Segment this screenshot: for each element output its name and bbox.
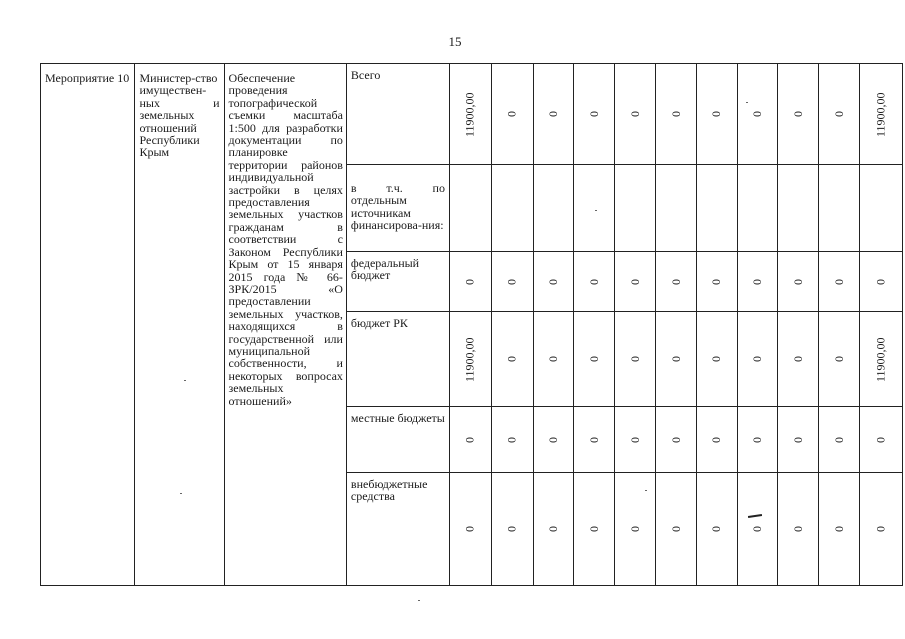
value-text: 0 — [791, 356, 806, 362]
value-text: 11900,00 — [873, 91, 888, 137]
value-text: 0 — [831, 278, 846, 285]
speck — [595, 210, 597, 211]
value-cell — [656, 165, 697, 252]
value-text: 0 — [831, 436, 846, 443]
value-cell — [737, 64, 778, 165]
value-cell — [696, 473, 737, 586]
value-cell — [615, 165, 656, 252]
value-cell — [615, 312, 656, 407]
value-cell — [737, 473, 778, 586]
funding-source-label: в т.ч. по отдельным источникам финансирова-ния: — [350, 181, 445, 233]
value-text: 0 — [873, 278, 888, 285]
value-text: 0 — [546, 436, 561, 443]
executor-text: Министер-ство имуществен-ных и земельных отношений Республики Крым — [139, 71, 220, 160]
value-cell — [737, 165, 778, 252]
value-cell — [491, 473, 533, 586]
value-cell — [533, 165, 574, 252]
value-cell — [615, 407, 656, 473]
value-cell — [859, 473, 902, 586]
value-cell — [737, 312, 778, 407]
financing-table — [40, 63, 903, 586]
speck — [184, 380, 186, 381]
value-cell — [656, 64, 697, 165]
value-text: 0 — [668, 356, 683, 362]
value-text: 0 — [750, 436, 765, 443]
value-cell — [615, 252, 656, 312]
value-cell — [819, 473, 860, 586]
value-cell — [819, 312, 860, 407]
value-cell — [778, 473, 819, 586]
value-cell — [615, 64, 656, 165]
value-cell — [696, 252, 737, 312]
value-cell — [778, 64, 819, 165]
funding-source-cell — [346, 64, 449, 165]
value-cell — [696, 64, 737, 165]
value-text: 0 — [463, 278, 478, 285]
value-cell — [656, 407, 697, 473]
activity-name: Мероприятие 10 — [45, 71, 130, 85]
value-text: 0 — [750, 278, 765, 285]
value-cell — [574, 64, 615, 165]
value-text: 0 — [873, 526, 888, 532]
value-cell — [696, 165, 737, 252]
value-cell — [491, 252, 533, 312]
table-body — [41, 64, 903, 586]
value-cell — [656, 252, 697, 312]
value-text: 0 — [546, 278, 561, 285]
value-cell — [696, 407, 737, 473]
value-text: 0 — [505, 278, 520, 285]
value-cell — [778, 165, 819, 252]
value-text: 0 — [709, 278, 724, 285]
value-cell — [737, 407, 778, 473]
value-cell — [491, 64, 533, 165]
value-cell — [656, 312, 697, 407]
value-cell — [491, 165, 533, 252]
value-text: 0 — [627, 356, 642, 362]
value-cell — [819, 407, 860, 473]
value-text: 0 — [791, 278, 806, 285]
value-text: 0 — [505, 436, 520, 443]
value-text: 0 — [505, 356, 520, 362]
value-text: 0 — [709, 436, 724, 443]
value-text: 0 — [587, 526, 602, 532]
value-text: 0 — [546, 111, 561, 117]
value-text: 0 — [831, 356, 846, 362]
value-text: 0 — [463, 526, 478, 532]
value-cell — [574, 407, 615, 473]
value-text: 0 — [750, 526, 765, 532]
value-cell — [574, 165, 615, 252]
value-text: 0 — [627, 526, 642, 532]
funding-source-label: федеральный бюджет — [350, 256, 420, 283]
value-text: 0 — [791, 436, 806, 443]
value-text: 0 — [463, 436, 478, 443]
funding-source-label: внебюджетные средства — [350, 477, 428, 504]
description-cell — [224, 64, 346, 586]
value-text: 0 — [831, 111, 846, 117]
value-cell — [859, 252, 902, 312]
value-text: 0 — [668, 278, 683, 285]
funding-source-cell — [346, 252, 449, 312]
value-cell — [449, 64, 491, 165]
value-text: 0 — [627, 436, 642, 443]
value-cell — [533, 312, 574, 407]
value-text: 0 — [627, 111, 642, 117]
value-cell — [491, 312, 533, 407]
value-cell — [533, 473, 574, 586]
value-text: 0 — [546, 356, 561, 362]
executor-cell — [135, 64, 224, 586]
value-cell — [449, 407, 491, 473]
value-text: 0 — [750, 356, 765, 362]
value-cell — [819, 252, 860, 312]
activity-name-cell — [41, 64, 135, 586]
funding-source-label: бюджет РК — [350, 316, 408, 330]
funding-source-cell — [346, 165, 449, 252]
value-cell — [574, 473, 615, 586]
value-text: 0 — [709, 111, 724, 117]
value-cell — [533, 407, 574, 473]
funding-source-cell — [346, 312, 449, 407]
funding-source-label: местные бюджеты — [350, 411, 445, 425]
value-cell — [656, 473, 697, 586]
value-cell — [449, 312, 491, 407]
value-cell — [778, 407, 819, 473]
value-cell — [696, 312, 737, 407]
value-text: 0 — [587, 436, 602, 443]
speck — [180, 493, 182, 494]
funding-source-cell — [346, 473, 449, 586]
value-cell — [449, 252, 491, 312]
value-text: 0 — [587, 356, 602, 362]
funding-source-cell — [346, 407, 449, 473]
value-cell — [859, 312, 902, 407]
value-text: 0 — [668, 526, 683, 532]
value-text: 0 — [505, 111, 520, 117]
value-text: 0 — [791, 526, 806, 532]
value-text: 0 — [587, 111, 602, 117]
value-cell — [859, 64, 902, 165]
value-cell — [449, 165, 491, 252]
value-text: 0 — [831, 526, 846, 532]
speck — [418, 600, 420, 601]
value-cell — [449, 473, 491, 586]
value-text: 0 — [505, 526, 520, 532]
value-cell — [778, 312, 819, 407]
value-text: 11900,00 — [463, 336, 478, 382]
value-cell — [819, 165, 860, 252]
value-cell — [859, 407, 902, 473]
value-text: 0 — [791, 111, 806, 117]
funding-source-label: Всего — [350, 68, 381, 82]
value-cell — [615, 473, 656, 586]
value-text: 0 — [750, 111, 765, 117]
value-text: 0 — [873, 436, 888, 443]
value-text: 0 — [546, 526, 561, 532]
description-text: Обеспечение проведения топографической съемки масштаба 1:500 для разработки документации по планировке территории районов индивидуальной застройки в целях предоставления земельных участков гражданам в соответствии с Законом Республики Крым от 15 января 2015 года № 66-ЗРК/2015 «О предоставлении земельных участков, находящихся в государственной или муниципальной собственности, и некоторых вопросах земельных отношений» — [228, 71, 343, 408]
value-text: 11900,00 — [873, 336, 888, 382]
value-cell — [533, 252, 574, 312]
value-cell — [737, 252, 778, 312]
table-row — [41, 64, 903, 165]
page-number: 15 — [448, 34, 462, 49]
value-text: 11900,00 — [463, 91, 478, 137]
value-text: 0 — [709, 526, 724, 532]
value-text: 0 — [668, 111, 683, 117]
value-cell — [859, 165, 902, 252]
value-cell — [819, 64, 860, 165]
speck — [645, 490, 647, 491]
value-cell — [778, 252, 819, 312]
value-text: 0 — [627, 278, 642, 285]
value-text: 0 — [709, 356, 724, 362]
value-cell — [533, 64, 574, 165]
value-cell — [574, 252, 615, 312]
value-text: 0 — [587, 278, 602, 285]
speck — [746, 102, 748, 103]
value-cell — [574, 312, 615, 407]
value-cell — [491, 407, 533, 473]
value-text: 0 — [668, 436, 683, 443]
